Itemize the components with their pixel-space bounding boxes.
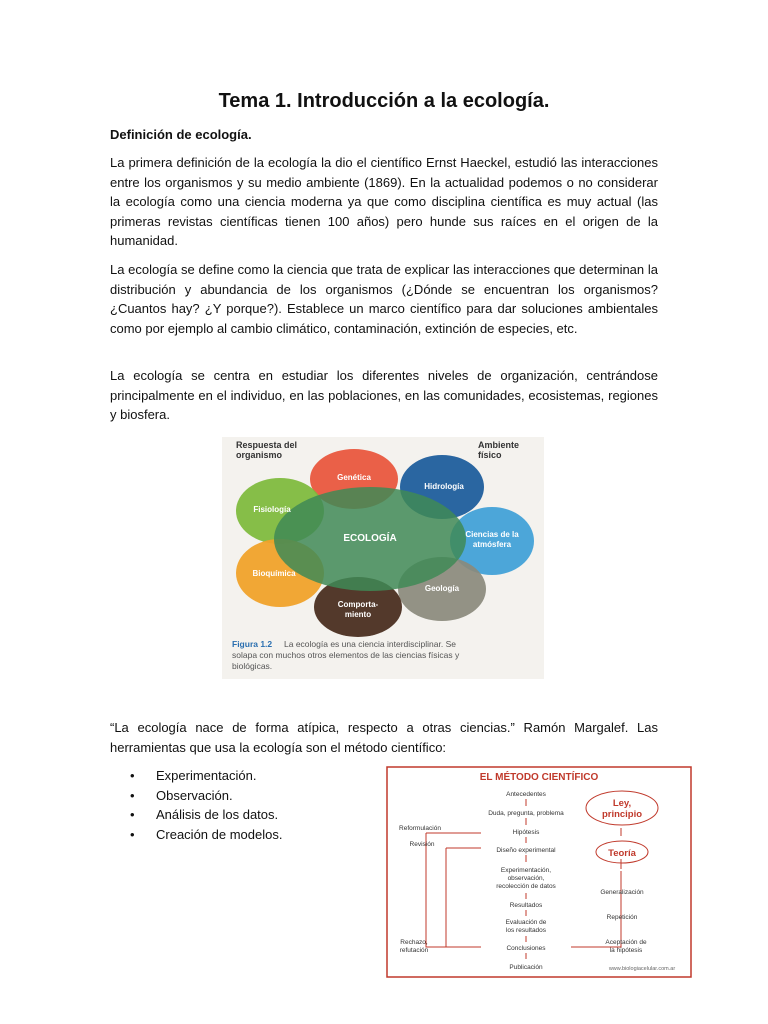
figure-caption-label: Figura 1.2: [232, 639, 273, 649]
label-ecologia: ECOLOGÍA: [343, 533, 397, 544]
step-diseno: Diseño experimental: [496, 847, 556, 854]
step-experimentacion-2: observación,: [507, 875, 545, 882]
list-item: • Análisis de los datos.: [130, 805, 282, 825]
step-resultados: Resultados: [509, 902, 543, 909]
step-experimentacion-3: recolección de datos: [496, 883, 556, 890]
step-conclusiones: Conclusiones: [506, 945, 546, 952]
right-repeticion: Repetición: [606, 914, 638, 921]
paragraph-science: La ecología se define como la ciencia que trata de explicar las interacciones que determinan la distribución y abundancia de los organismos (¿Dónde se encuentran los organismos? ¿Cuantos hay? ¿Y porque?). Establece un marco científico para dar soluciones ambientales como por ejemplo al cambio climático, contaminación, extinción de especies, etc.: [110, 262, 658, 336]
step-evaluacion-1: Evaluación de: [505, 919, 547, 926]
step-hipotesis: Hipótesis: [512, 829, 540, 836]
ecology-diagram-figure: [222, 437, 544, 679]
left-rechazo-2: refutación: [399, 947, 429, 954]
right-ley: Ley,: [612, 798, 632, 809]
flowchart-title: EL MÉTODO CIENTÍFICO: [479, 772, 599, 783]
figure-caption-line-3: biológicas.: [232, 661, 273, 671]
right-principio: principio: [601, 809, 643, 820]
label-fisico: físico: [478, 450, 502, 460]
left-reformulacion: Reformulación: [399, 825, 441, 832]
right-aceptacion-2: la hipótesis: [609, 947, 643, 954]
right-teoria: Teoría: [608, 848, 636, 859]
scientific-method-figure: [386, 766, 692, 978]
label-respuesta: Respuesta del: [236, 440, 298, 450]
label-genetica: Genética: [337, 473, 371, 482]
right-aceptacion-1: Aceptación de: [605, 939, 647, 946]
label-comportamiento-1: Comporta-: [337, 600, 379, 609]
list-item: • Experimentación.: [130, 766, 282, 786]
figure-caption-line-2: solapa con muchos otros elementos de las ciencias físicas y: [232, 650, 460, 660]
paragraph-margalef: “La ecología nace de forma atípica, respecto a otras ciencias.” Ramón Margalef. Las herramientas que usa la ecología son el método científico:: [110, 720, 658, 755]
step-publicacion: Publicación: [509, 964, 543, 971]
flowchart-footer: www.biologiacelular.com.ar: [608, 966, 676, 972]
page-title: Tema 1. Introducción a la ecología.: [218, 90, 550, 112]
label-atmosfera-1: Ciencias de la: [465, 530, 519, 539]
step-antecedentes: Antecedentes: [506, 791, 546, 798]
label-ambiente: Ambiente: [478, 440, 520, 450]
step-experimentacion-1: Experimentación,: [500, 867, 552, 874]
label-atmosfera-2: atmósfera: [472, 540, 512, 549]
label-fisiologia: Fisiología: [253, 505, 291, 514]
paragraph-levels: La ecología se centra en estudiar los diferentes niveles de organización, centrándose principalmente en el individuo, en las poblaciones, en las comunidades, ecosistemas, regiones y biosfera.: [110, 368, 658, 422]
list-item: • Observación.: [130, 786, 282, 806]
section-heading: Definición de ecología.: [110, 127, 252, 142]
label-organismo: organismo: [236, 450, 283, 460]
step-evaluacion-2: los resultados: [505, 927, 547, 934]
paragraph-definition: La primera definición de la ecología la dio el científico Ernst Haeckel, estudió las interacciones entre los organismos y su medio ambiente (1869). En la actualidad podemos o no considerar la ecología como una ciencia moderna ya que como disciplina científica es muy actual (las primeras revistas científicas tienen 100 años) pero hunde sus raíces en el origen de la humanidad.: [110, 155, 658, 248]
label-comportamiento-2: miento: [344, 610, 372, 619]
left-revision: Revisión: [409, 841, 435, 848]
label-bioquimica: Bioquímica: [252, 569, 296, 578]
left-rechazo-1: Rechazo,: [400, 939, 428, 946]
list-item: • Creación de modelos.: [130, 825, 282, 845]
label-geologia: Geología: [424, 584, 460, 593]
right-generalizacion: Generalización: [600, 889, 644, 896]
method-bullet-list: [130, 766, 282, 844]
step-duda: Duda, pregunta, problema: [488, 810, 564, 817]
label-hidrologia: Hidrología: [424, 482, 464, 491]
figure-caption-line-1: La ecología es una ciencia interdisciplinar. Se: [284, 639, 456, 649]
